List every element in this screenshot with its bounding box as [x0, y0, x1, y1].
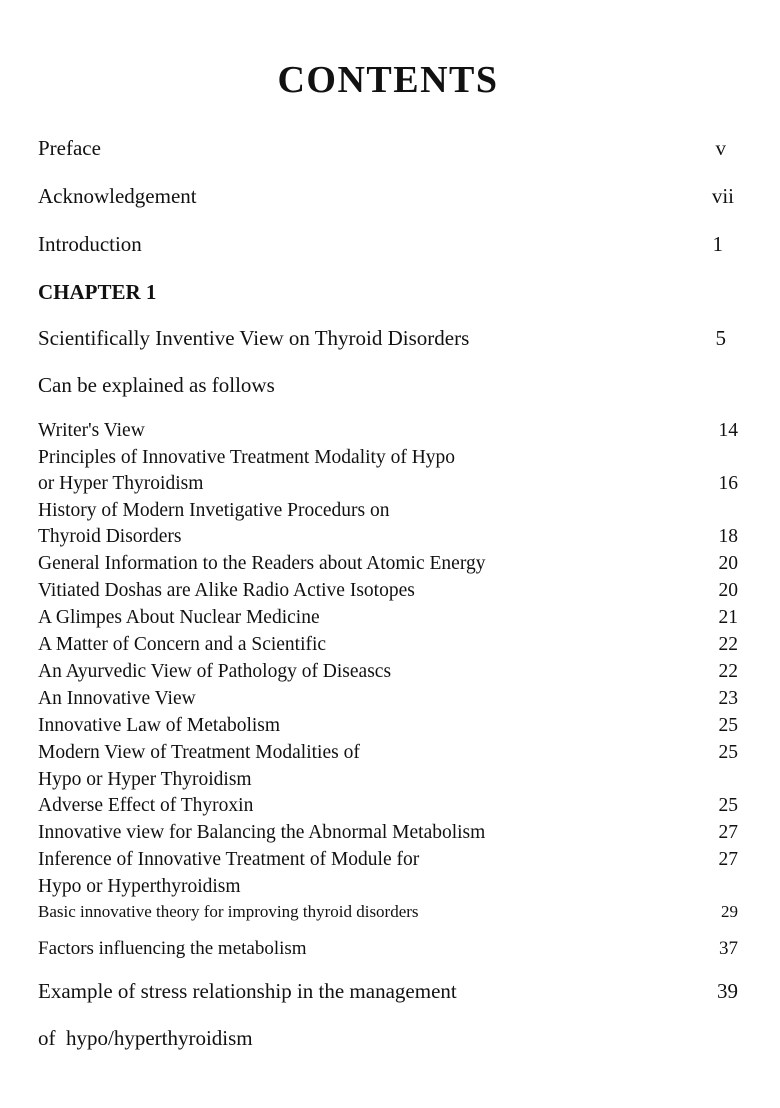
toc-entry[interactable] [38, 769, 738, 791]
toc-entry-label: Example of stress relationship in the management [38, 979, 457, 1003]
toc-entry-page: 20 [718, 580, 738, 601]
toc-entry-page: 14 [718, 420, 738, 441]
toc-entry[interactable] [38, 526, 738, 548]
toc-entry-label: History of Modern Invetigative Procedurs on [38, 500, 390, 521]
toc-entry[interactable] [38, 553, 738, 575]
toc-entry-page: 37 [719, 938, 738, 959]
toc-entry[interactable] [38, 500, 738, 522]
toc-entry-label: A Glimpes About Nuclear Medicine [38, 607, 320, 628]
toc-entry-label: Factors influencing the metabolism [38, 938, 307, 959]
toc-entry-page: 21 [718, 607, 738, 628]
toc-entry-page: 29 [721, 902, 738, 921]
toc-entry-page: 1 [712, 232, 723, 256]
toc-entry-label: of hypo/hyperthyroidism [38, 1026, 253, 1050]
toc-entry[interactable] [38, 447, 738, 469]
toc-entry-page: 23 [718, 688, 738, 709]
toc-entry-page: 22 [718, 661, 738, 682]
toc-entry[interactable] [38, 580, 738, 602]
toc-entry-chapter-subtitle [38, 373, 738, 398]
toc-entry-label: Modern View of Treatment Modalities of [38, 742, 360, 763]
toc-entry-label: Hypo or Hyper Thyroidism [38, 769, 252, 790]
chapter-heading: CHAPTER 1 [38, 280, 157, 304]
toc-entry[interactable] [38, 822, 738, 844]
toc-entry-page: vii [711, 184, 734, 208]
toc-entry-label: Can be explained as follows [38, 373, 275, 397]
toc-entry-label: Principles of Innovative Treatment Modality of Hypo [38, 447, 456, 468]
toc-entry-label: Scientifically Inventive View on Thyroid Disorders [38, 326, 470, 350]
toc-entry-page: 25 [718, 715, 738, 736]
toc-entry-page: 18 [718, 526, 738, 547]
toc-entry[interactable] [38, 876, 738, 898]
toc-entry[interactable] [38, 715, 738, 737]
toc-entry-label: Inference of Innovative Treatment of Module for [38, 849, 420, 870]
toc-entry-label: Vitiated Doshas are Alike Radio Active Isotopes [38, 580, 415, 601]
toc-entry[interactable] [38, 849, 738, 871]
toc-entry-preface[interactable] [38, 136, 738, 161]
toc-entry-label: Adverse Effect of Thyroxin [38, 795, 254, 816]
toc-entry[interactable] [38, 420, 738, 442]
toc-entry[interactable] [38, 1026, 738, 1051]
toc-entry-label: Innovative Law of Metabolism [38, 715, 281, 736]
toc-entry-chapter-title[interactable] [38, 326, 738, 351]
toc-entry-page: 25 [718, 742, 738, 763]
toc-entry-label: Acknowledgement [38, 184, 197, 208]
toc-entry-label: An Innovative View [38, 688, 196, 709]
toc-entry-label: Thyroid Disorders [38, 526, 182, 547]
toc-entry-label: Basic innovative theory for improving thyroid disorders [38, 902, 419, 921]
toc-entry[interactable] [38, 473, 738, 495]
toc-entry-page: 25 [718, 795, 738, 816]
toc-entry-page: 5 [715, 326, 726, 350]
toc-entry[interactable] [38, 795, 738, 817]
toc-entry-label: Innovative view for Balancing the Abnormal Metabolism [38, 822, 486, 843]
toc-entry[interactable] [38, 634, 738, 656]
toc-entry-page: 22 [718, 634, 738, 655]
toc-entry-label: Preface [38, 136, 101, 160]
toc-entry-introduction[interactable] [38, 232, 738, 257]
toc-entry-page: v [715, 136, 726, 160]
toc-entry-page: 20 [718, 553, 738, 574]
toc-entry[interactable] [38, 607, 738, 629]
toc-entry[interactable] [38, 902, 738, 922]
toc-entry-label: or Hyper Thyroidism [38, 473, 204, 494]
toc-entry-page: 39 [717, 979, 738, 1003]
page-title: CONTENTS [277, 59, 499, 101]
toc-entry-label: Introduction [38, 232, 142, 256]
toc-entry-label: Writer's View [38, 420, 145, 441]
table-of-contents [38, 136, 738, 1051]
toc-entry-page: 27 [718, 822, 738, 843]
toc-entry-label: Hypo or Hyperthyroidism [38, 876, 241, 897]
toc-entry-label: An Ayurvedic View of Pathology of Diseascs [38, 661, 392, 682]
toc-entry-label: General Information to the Readers about Atomic Energy [38, 553, 486, 574]
toc-entry-label: A Matter of Concern and a Scientific [38, 634, 327, 655]
toc-entry-page: 16 [718, 473, 738, 494]
toc-entry[interactable] [38, 742, 738, 764]
toc-entry-page: 27 [718, 849, 738, 870]
toc-entry[interactable] [38, 661, 738, 683]
toc-entry[interactable] [38, 979, 738, 1004]
toc-entry[interactable] [38, 938, 738, 960]
toc-entry[interactable] [38, 688, 738, 710]
toc-entry-acknowledgement[interactable] [38, 184, 738, 209]
